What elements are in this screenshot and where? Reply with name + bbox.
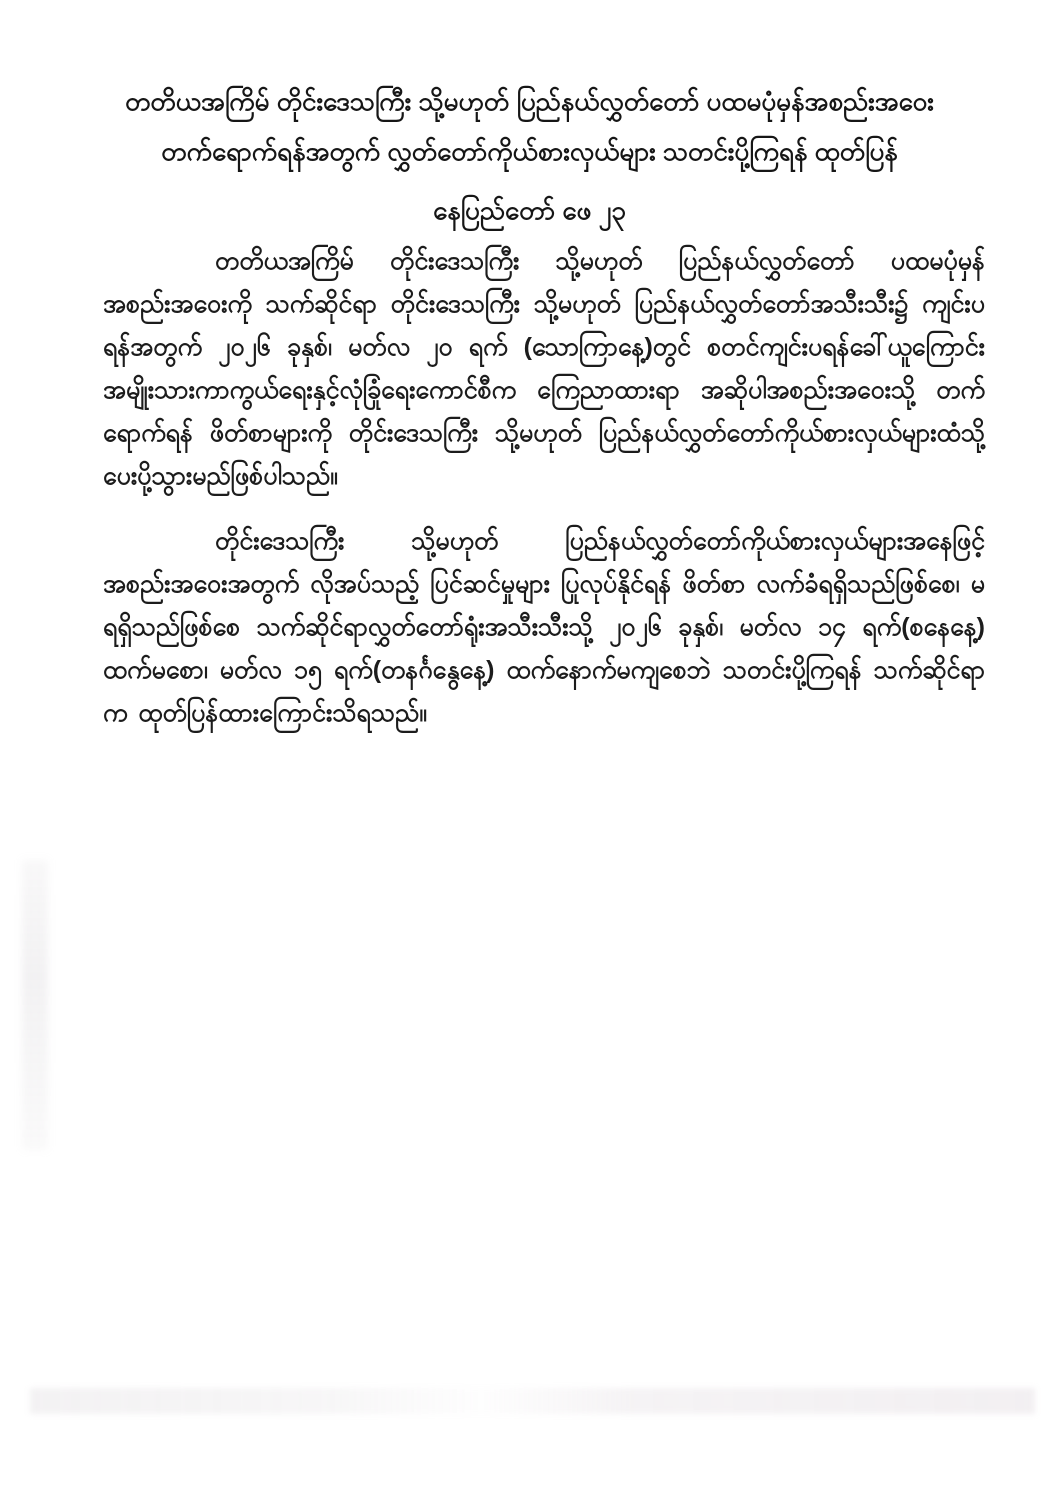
body-paragraph-1: တတိယအကြိမ် တိုင်းဒေသကြီး သို့မဟုတ် ပြည်နယ်လွှတ်တော် ပထမပုံမှန် အစည်းအဝေးကို သက်ဆိုင်ရာ တိုင်းဒေသကြီး သို့မဟုတ် ပြည်နယ်လွှတ်တော်အသီးသီး၌ ကျင်းပရန်အတွက် ၂၀၂၆ ခုနှစ်၊ မတ်လ ၂၀ ရက် (သောကြာနေ့)တွင် စတင်ကျင်းပရန်ခေါ်ယူကြောင်း အမျိုးသားကာကွယ်ရေးနှင့်လုံခြုံရေးကောင်စီက ကြေညာထားရာ အဆိုပါအစည်းအဝေးသို့ တက်ရောက်ရန် ဖိတ်စာများကို တိုင်းဒေသကြီး သို့မဟုတ် ပြည်နယ်လွှတ်တော်ကိုယ်စားလှယ်များထံသို့ ပေးပို့သွားမည်ဖြစ်ပါသည်။ bbox=[103, 247, 985, 490]
document-body bbox=[103, 240, 985, 735]
scan-artifact-bottom-bleedthrough bbox=[30, 1388, 1035, 1414]
dateline: နေပြည်တော် ဖေ ၂၃ bbox=[433, 195, 626, 225]
body-paragraph-2: တိုင်းဒေသကြီး သို့မဟုတ် ပြည်နယ်လွှတ်တော်ကိုယ်စားလှယ်များအနေဖြင့် အစည်းအဝေးအတွက် လိုအပ်သည့် ပြင်ဆင်မှုများ ပြုလုပ်နိုင်ရန် ဖိတ်စာ လက်ခံရရှိသည်ဖြစ်စေ၊ မရရှိသည်ဖြစ်စေ သက်ဆိုင်ရာလွှတ်တော်ရုံးအသီးသီးသို့ ၂၀၂၆ ခုနှစ်၊ မတ်လ ၁၄ ရက်(စနေနေ့) ထက်မစော၊ မတ်လ ၁၅ ရက်(တနင်္ဂနွေနေ့) ထက်နောက်မကျစေဘဲ သတင်းပို့ကြရန် သက်ဆိုင်ရာ က ထုတ်ပြန်ထားကြောင်းသိရသည်။ bbox=[103, 527, 985, 727]
document-title-line-1: တတိယအကြိမ် တိုင်းဒေသကြီး သို့မဟုတ် ပြည်နယ်လွှတ်တော် ပထမပုံမှန်အစည်းအဝေး bbox=[125, 86, 934, 116]
scan-artifact-left-edge bbox=[22, 860, 48, 1150]
document-title bbox=[60, 76, 999, 176]
document-title-line-2: တက်ရောက်ရန်အတွက် လွှတ်တော်ကိုယ်စားလှယ်များ သတင်းပို့ကြရန် ထုတ်ပြန် bbox=[161, 136, 898, 166]
